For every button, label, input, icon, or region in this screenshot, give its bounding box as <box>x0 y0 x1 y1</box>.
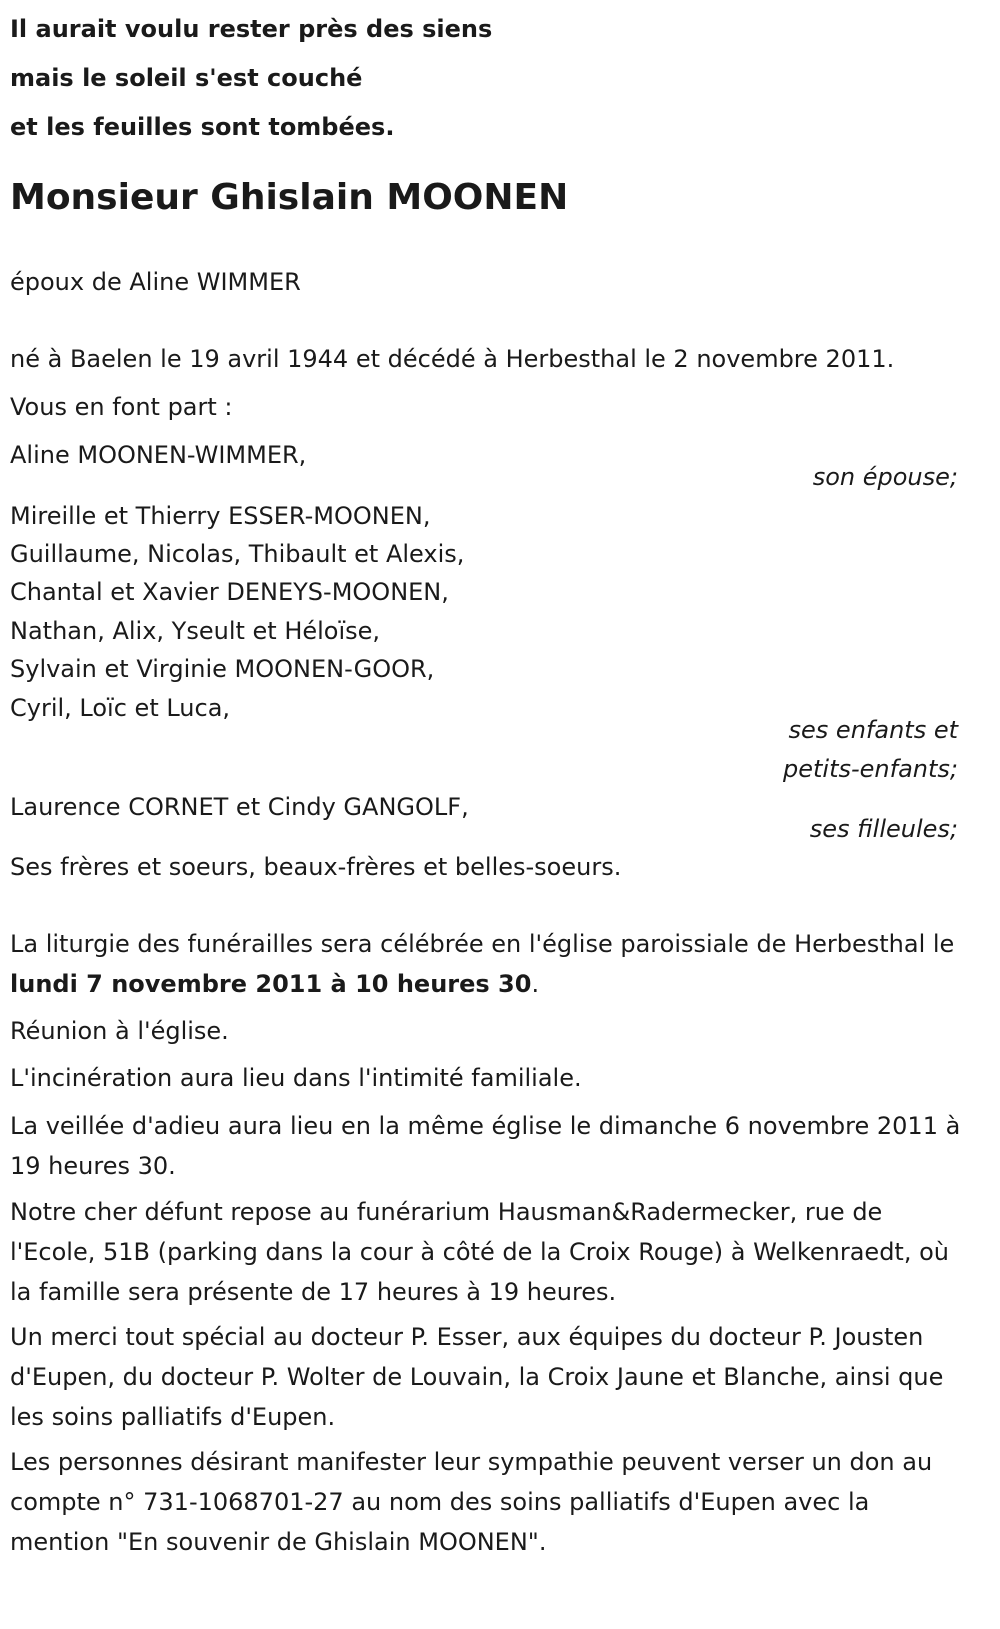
children-line: Mireille et Thierry ESSER-MOONEN, <box>10 502 431 530</box>
epigraph-line-3: et les feuilles sont tombées. <box>10 113 395 141</box>
spouse-role: son épouse; <box>812 463 958 491</box>
goddaughters-names: Laurence CORNET et Cindy GANGOLF, <box>10 793 469 821</box>
spouse-line: époux de Aline WIMMER <box>10 268 301 296</box>
vigil-paragraph: La veillée d'adieu aura lieu en la même église le dimanche 6 novembre 2011 à 19 heures 30. <box>10 1112 961 1180</box>
children-line: Sylvain et Virginie MOONEN-GOOR, <box>10 655 435 683</box>
children-line: Guillaume, Nicolas, Thibault et Alexis, <box>10 540 465 568</box>
announcement-intro: Vous en font part : <box>10 393 233 421</box>
goddaughters-role: ses filleules; <box>809 815 958 843</box>
liturgy-paragraph <box>10 924 970 1004</box>
epigraph <box>10 5 492 152</box>
siblings-line: Ses frères et soeurs, beaux-frères et belles-soeurs. <box>10 853 622 881</box>
children-line: Cyril, Loïc et Luca, <box>10 694 231 722</box>
thanks-paragraph: Un merci tout spécial au docteur P. Esser, aux équipes du docteur P. Jousten d'Eupen, du docteur P. Wolter de Louvain, la Croix Jaune et Blanche, ainsi que les soins palliatifs d'Eupen. <box>10 1323 944 1431</box>
repose-paragraph: Notre cher défunt repose au funérarium Hausman&Radermecker, rue de l'Ecole, 51B (parking dans la cour à côté de la Croix Rouge) à Welkenraedt, où la famille sera présente de 17 heures à 19 heures. <box>10 1198 949 1306</box>
children-line: Nathan, Alix, Yseult et Héloïse, <box>10 617 381 645</box>
liturgy-suffix: . <box>531 970 540 998</box>
cremation-paragraph: L'incinération aura lieu dans l'intimité familiale. <box>10 1064 582 1092</box>
epigraph-line-2: mais le soleil s'est couché <box>10 64 363 92</box>
children-role-line-1: ses enfants et <box>788 716 958 744</box>
spouse-names: Aline MOONEN-WIMMER, <box>10 441 307 469</box>
epigraph-line-1: Il aurait voulu rester près des siens <box>10 15 493 43</box>
meeting-paragraph: Réunion à l'église. <box>10 1017 229 1045</box>
liturgy-prefix: La liturgie des funérailles sera célébrée en l'église paroissiale de Herbesthal le <box>10 930 955 958</box>
birth-death-line: né à Baelen le 19 avril 1944 et décédé à Herbesthal le 2 novembre 2011. <box>10 345 895 373</box>
liturgy-date: lundi 7 novembre 2011 à 10 heures 30 <box>10 970 532 998</box>
children-role-line-2: petits-enfants; <box>783 755 958 783</box>
donation-paragraph: Les personnes désirant manifester leur sympathie peuvent verser un don au compte n° 731-1068701-27 au nom des soins palliatifs d'Eupen avec la mention "En souvenir de Ghislain MOONEN". <box>10 1448 933 1556</box>
deceased-name: Monsieur Ghislain MOONEN <box>10 177 569 218</box>
children-line: Chantal et Xavier DENEYS-MOONEN, <box>10 578 449 606</box>
